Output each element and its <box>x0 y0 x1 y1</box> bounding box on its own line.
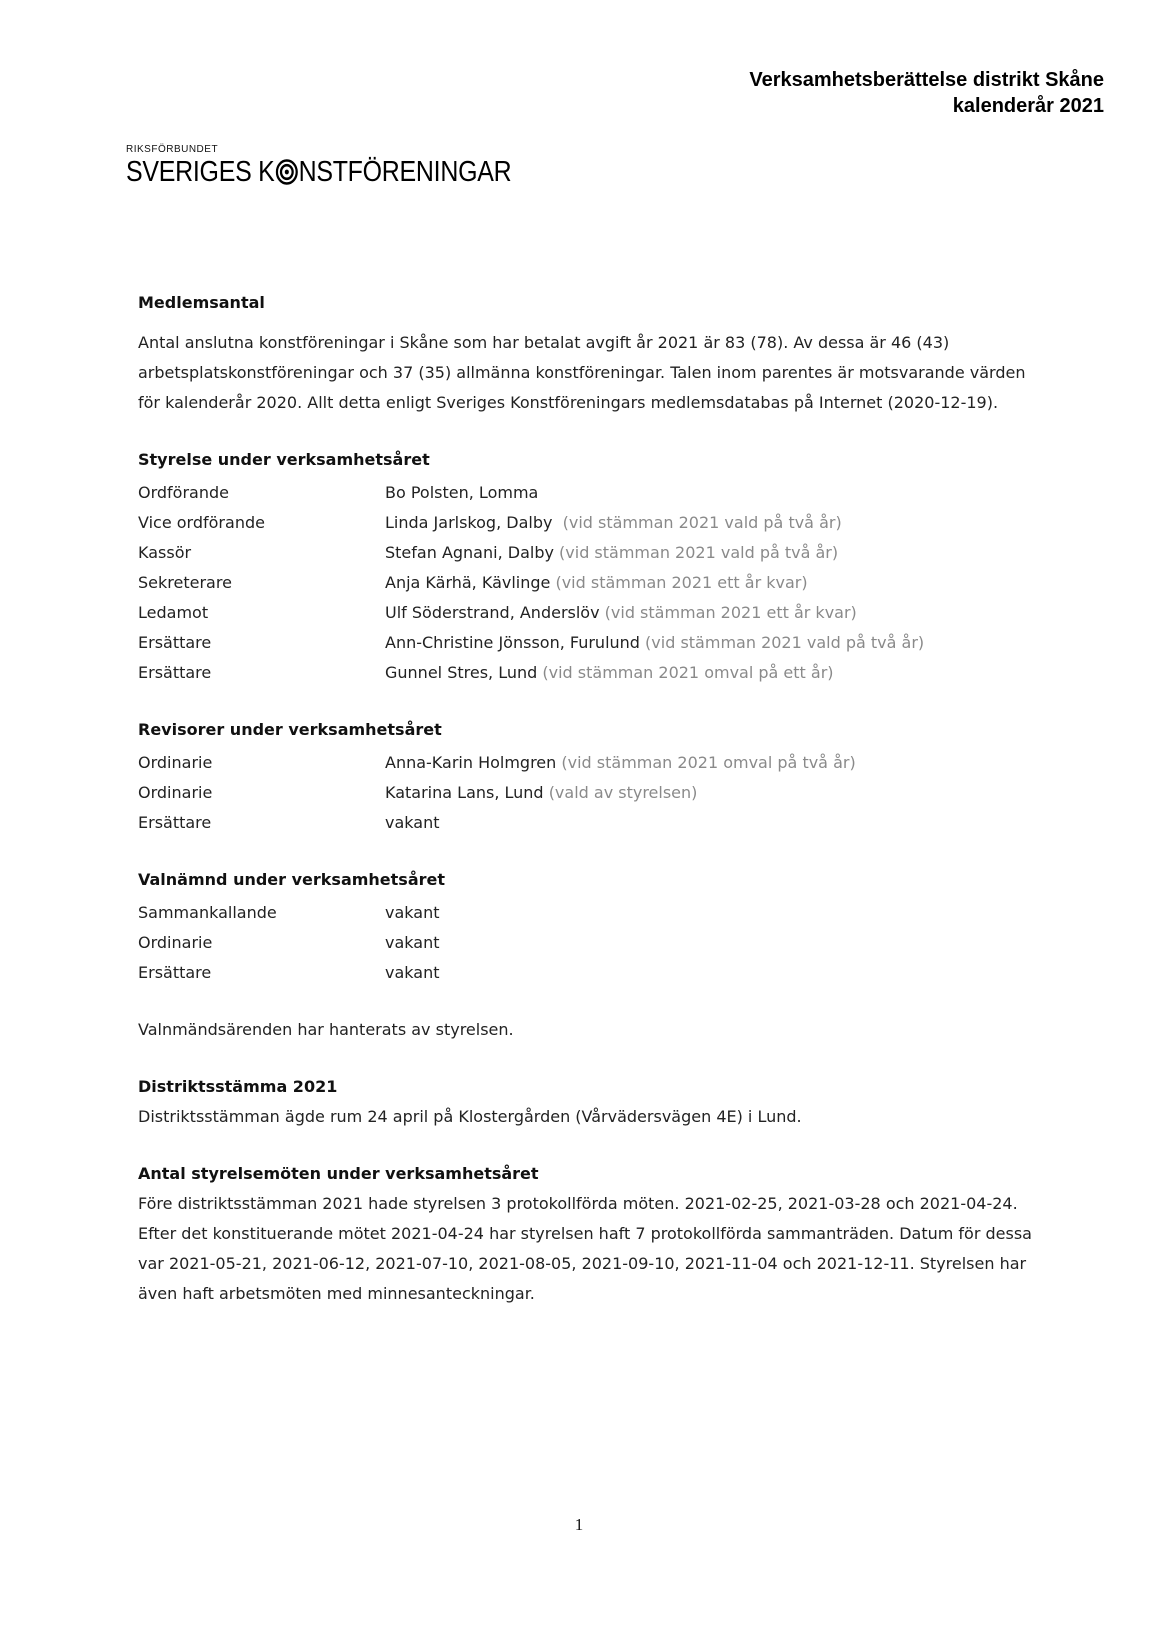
section-text: Distriktsstämman ägde rum 24 april på Klostergården (Vårvädersvägen 4E) i Lund. <box>138 1107 802 1126</box>
person-name: Anna-Karin Holmgren <box>385 753 557 772</box>
role-list <box>138 898 1038 988</box>
role-note: (vid stämman 2021 vald på två år) <box>559 543 839 562</box>
person-name: Ulf Söderstrand, Anderslöv <box>385 603 600 622</box>
role-row <box>138 808 1038 838</box>
role-label: Vice ordförande <box>138 513 265 532</box>
role-note: (vid stämman 2021 vald på två år) <box>645 633 925 652</box>
person-name: Stefan Agnani, Dalby <box>385 543 554 562</box>
logo-main-text <box>126 156 511 188</box>
person-name: vakant <box>385 903 440 922</box>
role-label: Ordförande <box>138 483 229 502</box>
role-row <box>138 508 1038 538</box>
person-name: vakant <box>385 933 440 952</box>
role-row <box>138 568 1038 598</box>
page-number: 1 <box>574 1515 584 1534</box>
role-label: Ordinarie <box>138 783 213 802</box>
section-text: Före distriktsstämman 2021 hade styrelsen 3 protokollförda möten. 2021-02-25, 2021-03-28 och 2021-04-24. Efter det konstituerande mötet 2021-04-24 har styrelsen haft 7 protokollförda sammanträden. Datum för dessa var 2021-05-21, 2021-06-12, 2021-07-10, 2021-08-05, 2021-09-10, 2021-11-04 och 2021-12-11. Styrelsen har även haft arbetsmöten med minnesanteckningar. <box>138 1194 1032 1303</box>
section-valnamnd <box>138 865 1038 1045</box>
spiral-o-icon <box>275 159 297 185</box>
role-list <box>138 478 1038 688</box>
role-note: (vid stämman 2021 omval på två år) <box>561 753 856 772</box>
person-name: vakant <box>385 813 440 832</box>
role-row <box>138 898 1038 928</box>
role-note: (vid stämman 2021 ett år kvar) <box>555 573 808 592</box>
role-row <box>138 538 1038 568</box>
section-footnote: Valnmändsärenden har hanterats av styrelsen. <box>138 1020 514 1039</box>
role-row <box>138 778 1038 808</box>
person-name: Linda Jarlskog, Dalby <box>385 513 553 532</box>
person-name: Ann-Christine Jönsson, Furulund <box>385 633 640 652</box>
role-row <box>138 928 1038 958</box>
section-title: Distriktsstämma 2021 <box>138 1077 338 1096</box>
role-label: Ersättare <box>138 633 212 652</box>
section-title: Valnämnd under verksamhetsåret <box>138 870 446 889</box>
person-name: vakant <box>385 963 440 982</box>
person-name: Bo Polsten, Lomma <box>385 483 539 502</box>
role-row <box>138 658 1038 688</box>
section-styrelsemoten <box>138 1159 1038 1309</box>
logo-text-left: SVERIGES K <box>126 156 275 188</box>
document-header <box>749 67 1104 119</box>
role-row <box>138 598 1038 628</box>
role-label: Kassör <box>138 543 192 562</box>
role-label: Sammankallande <box>138 903 277 922</box>
role-label: Ersättare <box>138 813 212 832</box>
section-text: Antal anslutna konstföreningar i Skåne som har betalat avgift år 2021 är 83 (78). Av dessa är 46 (43) arbetsplatskonstföreningar och 37 (35) allmänna konstföreningar. Talen inom parentes är motsvarande värden för kalenderår 2020. Allt detta enligt Sveriges Konstföreningars medlemsdatabas på Internet (2020-12-19). <box>138 333 1026 412</box>
section-title: Medlemsantal <box>138 293 265 312</box>
role-note: (vid stämman 2021 vald på två år) <box>562 513 842 532</box>
section-title: Revisorer under verksamhetsåret <box>138 720 442 739</box>
role-label: Sekreterare <box>138 573 232 592</box>
person-name: Katarina Lans, Lund <box>385 783 544 802</box>
role-row <box>138 628 1038 658</box>
person-name: Gunnel Stres, Lund <box>385 663 538 682</box>
role-label: Ordinarie <box>138 753 213 772</box>
role-label: Ledamot <box>138 603 209 622</box>
section-distriktsstamma <box>138 1072 1038 1132</box>
role-row <box>138 748 1038 778</box>
document-body <box>138 288 1038 1309</box>
role-label: Ersättare <box>138 663 212 682</box>
role-row <box>138 958 1038 988</box>
role-label: Ersättare <box>138 963 212 982</box>
role-note: (vid stämman 2021 omval på ett år) <box>542 663 834 682</box>
role-row <box>138 478 1038 508</box>
logo-small-text: RIKSFÖRBUNDET <box>126 144 219 155</box>
section-title: Antal styrelsemöten under verksamhetsåret <box>138 1164 539 1183</box>
logo-text-right: NSTFÖRENINGAR <box>298 156 512 188</box>
role-note: (vid stämman 2021 ett år kvar) <box>604 603 857 622</box>
role-note: (vald av styrelsen) <box>548 783 698 802</box>
person-name: Anja Kärhä, Kävlinge <box>385 573 551 592</box>
organization-logo <box>126 144 574 188</box>
section-title: Styrelse under verksamhetsåret <box>138 450 430 469</box>
section-revisorer <box>138 715 1038 838</box>
header-subtitle: kalenderår 2021 <box>952 95 1104 117</box>
section-styrelse <box>138 445 1038 688</box>
section-medlemsantal <box>138 288 1038 418</box>
role-list <box>138 748 1038 838</box>
role-label: Ordinarie <box>138 933 213 952</box>
header-title: Verksamhetsberättelse distrikt Skåne <box>749 69 1104 91</box>
